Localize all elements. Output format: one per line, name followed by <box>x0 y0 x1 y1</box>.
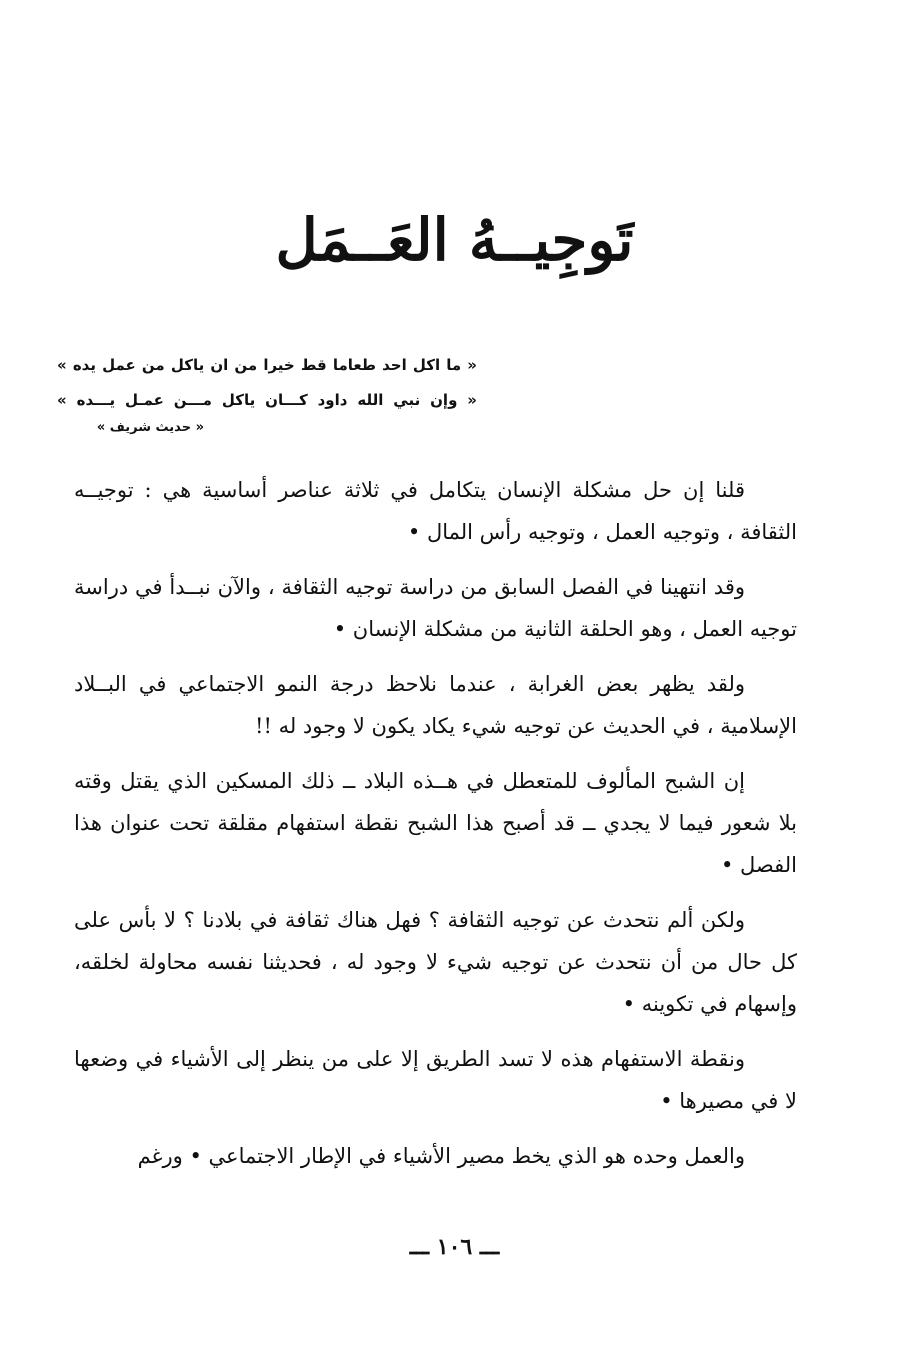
paragraph: والعمل وحده هو الذي يخط مصير الأشياء في الإطار الاجتماعي • ورغم <box>137 1144 745 1168</box>
paragraph: ونقطة الاستفهام هذه لا تسد الطريق إلا على من ينظر إلى الأشياء في وضعها لا في مصيرها • <box>74 1047 797 1113</box>
paragraph: ولكن ألم نتحدث عن توجيه الثقافة ؟ فهل هناك ثقافة في بلادنا ؟ لا بأس على كل حال من أن نتحدث عن توجيه شيء لا وجود له ، فحديثنا نفسه محاولة لخلقه، وإسهام في تكوينه • <box>74 908 797 1016</box>
chapter-title: تَوجِيــهُ العَــمَل <box>275 206 634 274</box>
paragraph: ولقد يظهر بعض الغرابة ، عندما نلاحظ درجة النمو الاجتماعي في البــلاد الإسلامية ، في الحديث عن توجيه شيء يكاد يكون لا وجود له !! <box>74 672 797 738</box>
epigraph-source: « حديث شريف » <box>96 420 204 435</box>
epigraph-line: « ما اكل احد طعاما قط خيرا من ان ياكل من عمل يده » <box>57 356 477 374</box>
epigraph <box>57 348 477 418</box>
epigraph-line: « وإن نبي الله داود كـــان ياكل مـــن عمـل يـــده » <box>57 391 477 409</box>
body-text <box>74 469 797 1190</box>
page-number: ـــ ١٠٦ ـــ <box>409 1234 500 1260</box>
paragraph: قلنا إن حل مشكلة الإنسان يتكامل في ثلاثة عناصر أساسية هي : توجيــه الثقافة ، وتوجيه العمل ، وتوجيه رأس المال • <box>74 478 797 544</box>
paragraph: وقد انتهينا في الفصل السابق من دراسة توجيه الثقافة ، والآن نبــدأ في دراسة توجيه العمل ، وهو الحلقة الثانية من مشكلة الإنسان • <box>74 575 797 641</box>
paragraph: إن الشبح المألوف للمتعطل في هــذه البلاد ــ ذلك المسكين الذي يقتل وقته بلا شعور فيما لا يجدي ــ قد أصبح هذا الشبح نقطة استفهام مقلقة تحت عنوان هذا الفصل • <box>74 769 797 877</box>
